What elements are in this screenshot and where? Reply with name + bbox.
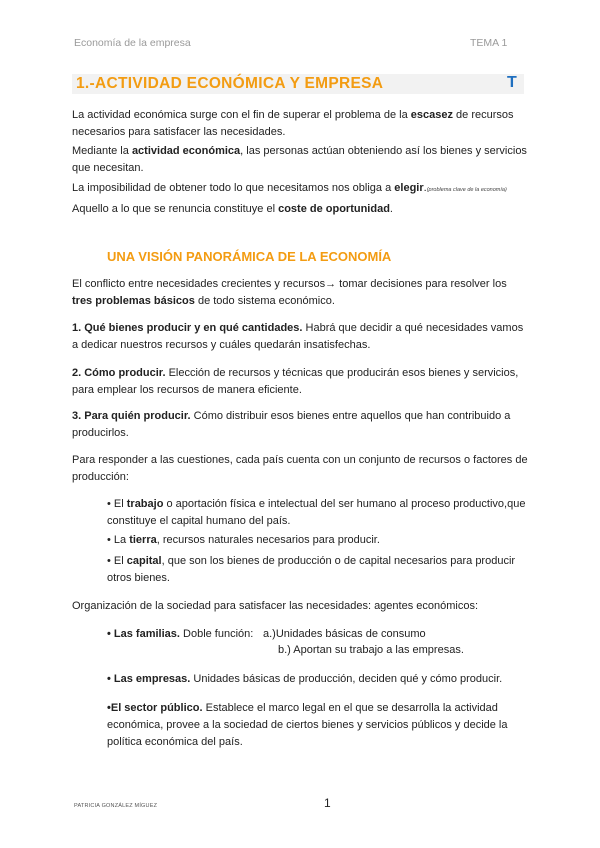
question-label: 3. Para quién producir. <box>72 410 191 422</box>
text: El conflicto entre necesidades crecientes y recursos→ tomar decisiones para resolver los <box>72 278 507 290</box>
intro-paragraph-choice <box>72 180 528 199</box>
text: Cómo distribuir esos bienes entre aquellos que han contribuido a producirlos. <box>72 410 511 439</box>
agent-families <box>107 626 253 643</box>
text: Aquello a lo que se renuncia constituye el <box>72 203 279 215</box>
question-what <box>72 320 528 354</box>
text: La imposibilidad de obtener todo lo que necesitamos nos obliga a <box>72 182 395 194</box>
agent-label: •El sector público. <box>107 702 203 714</box>
header-subject: Economía de la empresa <box>74 37 191 49</box>
text: • El <box>107 555 127 567</box>
keyword-capital: capital <box>126 555 162 567</box>
text: La actividad económica surge con el fin de superar el problema de la <box>72 109 411 121</box>
text: . <box>423 182 427 194</box>
agent-label: • Las familias. <box>107 628 180 640</box>
section-marker: T <box>507 74 517 91</box>
text: Habrá que decidir a qué necesidades vamos a dedicar nuestros recursos y cuáles quedarán insatisfechas. <box>72 322 524 351</box>
agent-label: • Las empresas. <box>107 673 191 685</box>
text: o aportación física e intelectual del ser humano al proceso productivo,que constituye el capital humano del país. <box>107 498 526 527</box>
question-how <box>72 365 528 399</box>
note: (problema clave de la economía) <box>426 187 507 193</box>
text: de recursos necesarios para satisfacer las necesidades. <box>72 109 514 138</box>
text: Doble función: <box>179 628 254 640</box>
question-for-whom <box>72 408 528 442</box>
factor-labor <box>107 496 527 530</box>
text: de todo sistema económico. <box>194 295 335 307</box>
text: Establece el marco legal en el que se desarrolla la actividad económica, provee a la sociedad de ciertos bienes y servicios públicos y decide la política económica del país. <box>107 702 508 748</box>
panorama-paragraph <box>72 276 528 310</box>
text: , las personas actúan obteniendo así los bienes y servicios que necesitan. <box>72 145 527 174</box>
keyword-escasez: escasez <box>410 109 453 121</box>
text: . <box>389 203 393 215</box>
keyword-elegir: elegir <box>394 182 424 194</box>
page-number: 1 <box>324 796 331 810</box>
intro-paragraph-opportunity <box>72 201 528 218</box>
agents-intro: Organización de la sociedad para satisfacer las necesidades: agentes económicos: <box>72 600 479 612</box>
text: Elección de recursos y técnicas que producirán esos bienes y servicios, para emplear los recursos de manera eficiente. <box>72 367 519 396</box>
text: • El <box>107 498 127 510</box>
keyword-trabajo: trabajo <box>126 498 164 510</box>
text: , que son los bienes de producción o de capital necesarios para producir otros bienes. <box>107 555 516 584</box>
agent-public-sector <box>107 700 527 751</box>
subsection-title: UNA VISIÓN PANORÁMICA DE LA ECONOMÍA <box>107 249 392 264</box>
families-function-b: b.) Aportan su trabajo a las empresas. <box>278 644 464 656</box>
factors-intro: Para responder a las cuestiones, cada país cuenta con un conjunto de recursos o factores de producción: <box>72 454 528 483</box>
text: Mediante la <box>72 145 132 157</box>
agent-companies <box>107 671 527 688</box>
footer-author: PATRICIA GONZÁLEZ MÍGUEZ <box>74 803 158 809</box>
header-unit: TEMA 1 <box>470 37 508 49</box>
factor-land <box>107 532 527 549</box>
text: , recursos naturales necesarios para producir. <box>156 534 380 546</box>
intro-paragraph-activity <box>72 143 528 177</box>
intro-paragraph-scarcity <box>72 107 528 141</box>
text: • La <box>107 534 130 546</box>
question-label: 2. Cómo producir. <box>72 367 166 379</box>
keyword-coste: coste de oportunidad <box>278 203 390 215</box>
question-label: 1. Qué bienes producir y en qué cantidades. <box>72 322 303 334</box>
families-function-a: a.)Unidades básicas de consumo <box>263 628 426 640</box>
text: Unidades básicas de producción, deciden qué y cómo producir. <box>190 673 503 685</box>
keyword-actividad: actividad económica <box>131 145 241 157</box>
keyword-problemas: tres problemas básicos <box>72 295 195 307</box>
factor-capital <box>107 553 527 587</box>
keyword-tierra: tierra <box>129 534 157 546</box>
section-title: 1.-ACTIVIDAD ECONÓMICA Y EMPRESA <box>76 75 384 92</box>
